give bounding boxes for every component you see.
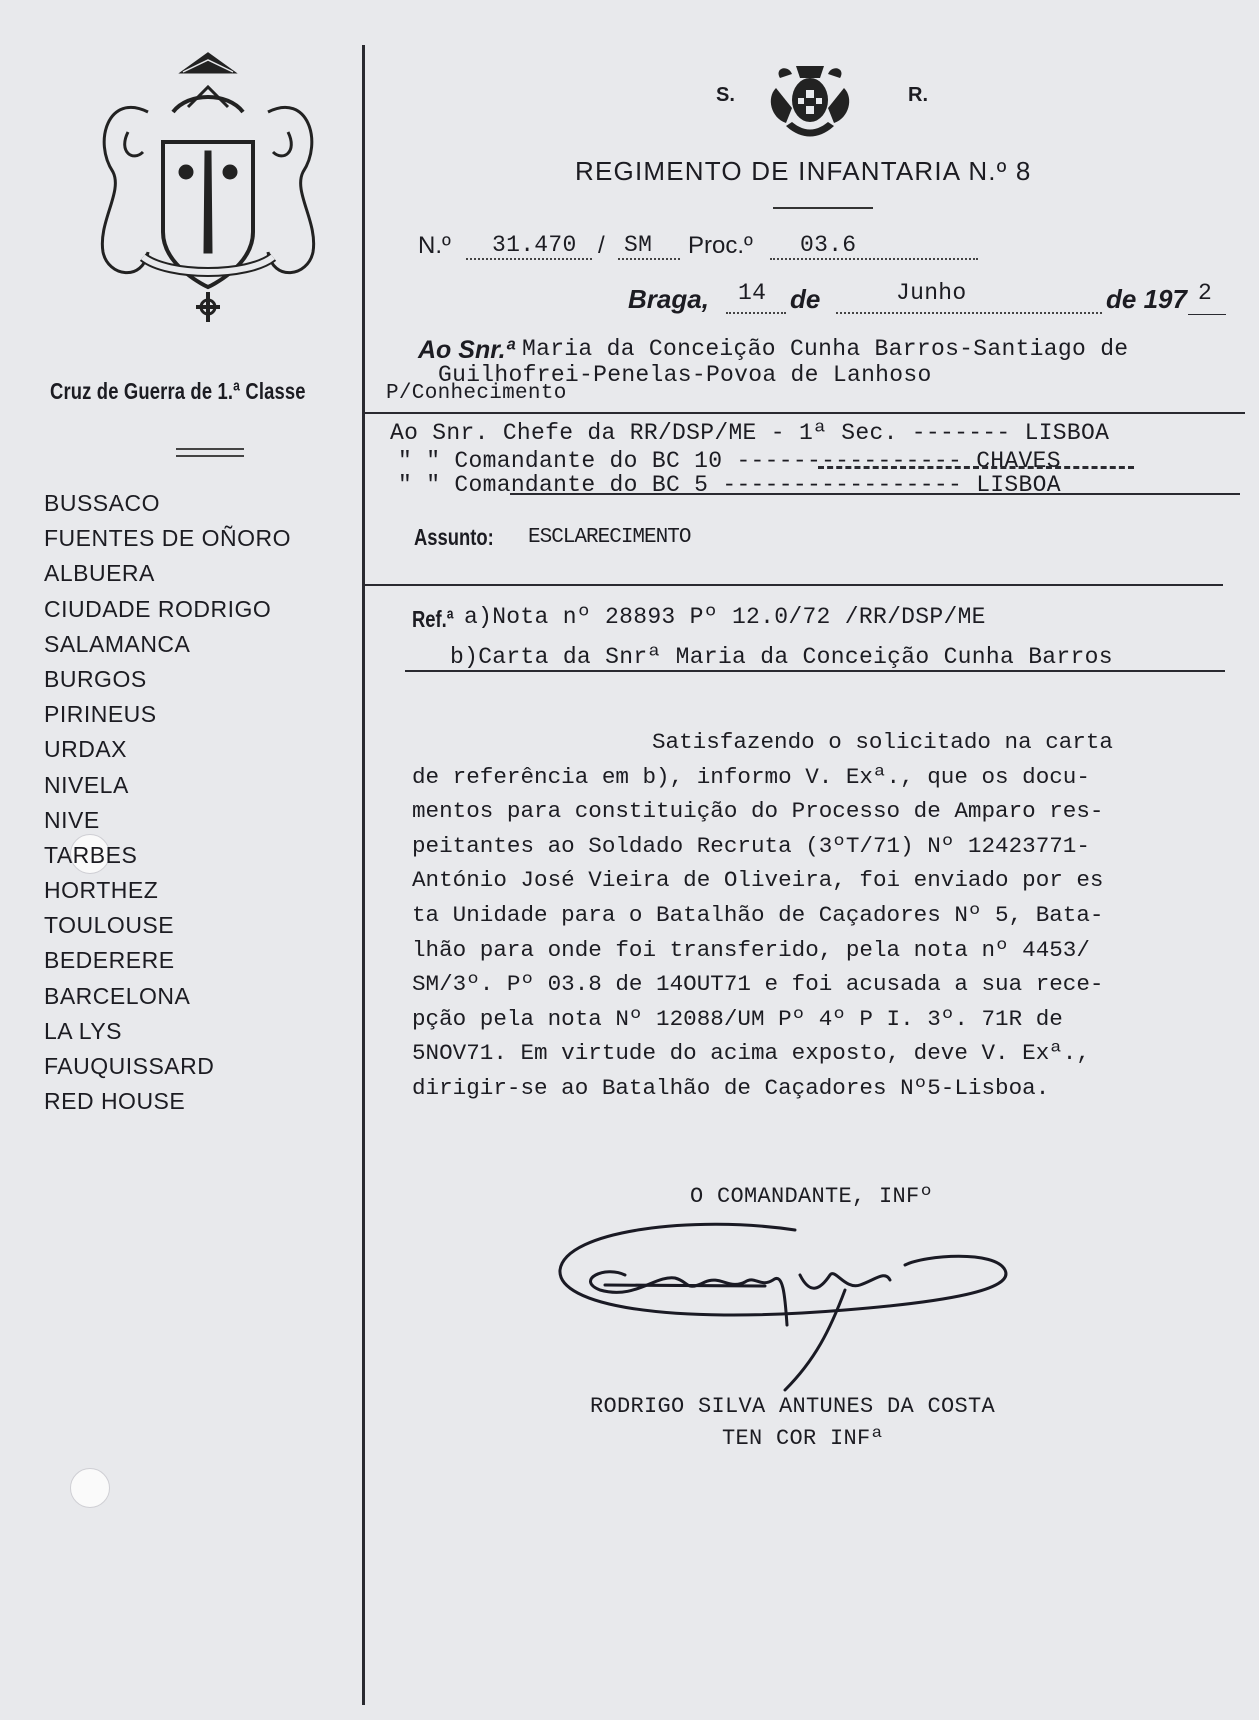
closing-role: O COMANDANTE, INFº bbox=[690, 1184, 934, 1209]
battle-item: BARCELONA bbox=[44, 982, 191, 1009]
body-line: lhão para onde foi transferido, pela nota nº 4453/ bbox=[412, 936, 1090, 963]
reference-label: Ref.ª bbox=[412, 606, 454, 632]
subject-label: Assunto: bbox=[414, 524, 494, 550]
strikethrough-line bbox=[818, 466, 1134, 469]
body-line: de referência em b), informo V. Exª., que os docu- bbox=[412, 763, 1090, 790]
coat-of-arms-icon bbox=[766, 58, 854, 143]
battle-item: BEDERERE bbox=[44, 947, 175, 974]
body-line: mentos para constituição do Processo de Amparo res- bbox=[412, 798, 1104, 825]
sidebar-double-rule-top bbox=[176, 448, 244, 450]
letterhead-separator bbox=[773, 207, 873, 209]
body-line: António José Vieira de Oliveira, foi enviado por es bbox=[412, 867, 1104, 894]
proc-label: Proc.º bbox=[688, 232, 753, 259]
body-line: peitantes ao Soldado Recruta (3ºT/71) Nº 12423771- bbox=[412, 832, 1090, 859]
body-line: dirigir-se ao Batalhão de Caçadores Nº5-Lisboa. bbox=[412, 1074, 1050, 1101]
battle-item: TOULOUSE bbox=[44, 912, 175, 939]
cc-label: P/Conhecimento bbox=[386, 382, 567, 405]
battle-item: PIRINEUS bbox=[44, 701, 157, 728]
signatory-rank: TEN COR INFª bbox=[722, 1426, 885, 1451]
date-year-digit: 2 bbox=[1198, 280, 1213, 306]
battle-item: RED HOUSE bbox=[44, 1088, 186, 1115]
proc-dotted-line bbox=[770, 258, 978, 260]
regiment-name: REGIMENTO DE INFANTARIA N.º 8 bbox=[575, 156, 1032, 186]
battle-item: ALBUERA bbox=[44, 560, 155, 587]
letterhead-left-mark: S. bbox=[716, 84, 735, 106]
sidebar-divider bbox=[362, 45, 365, 1705]
section-dotted-line bbox=[618, 258, 680, 260]
cc-line: Ao Snr. Chefe da RR/DSP/ME - 1ª Sec. ------- LISBOA bbox=[390, 420, 1110, 446]
year-underline bbox=[1188, 314, 1226, 315]
number-value: 31.470 bbox=[492, 232, 577, 258]
battle-item: SALAMANCA bbox=[44, 630, 191, 657]
reference-rule bbox=[405, 670, 1225, 672]
body-line: SM/3º. Pº 03.8 de 14OUT71 e foi acusada a sua rece- bbox=[412, 971, 1104, 998]
addressee-name: Maria da Conceição Cunha Barros-Santiago de bbox=[522, 336, 1129, 362]
section-value: SM bbox=[624, 232, 653, 258]
battle-honours-list bbox=[44, 490, 344, 1123]
battle-item: NIVE bbox=[44, 806, 100, 833]
cc-line: " " Comandante do BC 5 ----------------- LISBOA bbox=[398, 472, 1061, 498]
signatory-name: RODRIGO SILVA ANTUNES DA COSTA bbox=[590, 1394, 996, 1419]
punch-hole-bottom bbox=[70, 1468, 110, 1508]
addressee-label: Ao Snr.ª bbox=[418, 336, 515, 364]
battle-item: BUSSACO bbox=[44, 490, 160, 516]
battle-item: CIUDADE RODRIGO bbox=[44, 595, 272, 622]
date-month: Junho bbox=[896, 280, 967, 306]
day-dotted-line bbox=[726, 312, 786, 314]
date-de: de bbox=[790, 284, 821, 314]
letterhead-right-mark: R. bbox=[908, 84, 928, 106]
battle-item: URDAX bbox=[44, 736, 128, 763]
reference-a: a)Nota nº 28893 Pº 12.0/72 /RR/DSP/ME bbox=[464, 604, 986, 630]
cc-line: " " Comandante do BC 10 ---------------- CHAVES bbox=[398, 448, 1061, 474]
body-line: ta Unidade para o Batalhão de Caçadores Nº 5, Bata- bbox=[412, 901, 1104, 928]
sidebar-double-rule-bottom bbox=[176, 455, 244, 457]
regimental-crest-icon bbox=[88, 52, 328, 337]
battle-item: BURGOS bbox=[44, 665, 147, 692]
recipient-rule bbox=[365, 412, 1245, 414]
battle-item: FAUQUISSARD bbox=[44, 1053, 215, 1079]
month-dotted-line bbox=[836, 312, 1102, 314]
city-label: Braga, bbox=[628, 284, 709, 314]
battle-item: FUENTES DE OÑORO bbox=[44, 525, 291, 552]
battle-item: NIVELA bbox=[44, 771, 129, 798]
subject-value: ESCLARECIMENTO bbox=[528, 526, 691, 549]
date-year-label: de 197 bbox=[1106, 284, 1187, 314]
handwritten-signature-icon bbox=[545, 1220, 1025, 1410]
letter-body bbox=[412, 725, 1232, 1106]
battle-item: TARBES bbox=[44, 841, 138, 868]
strikethrough-line bbox=[510, 493, 1240, 495]
reference-b: b)Carta da Snrª Maria da Conceição Cunha Barros bbox=[450, 644, 1113, 670]
number-dotted-line bbox=[466, 258, 592, 260]
addressee-address: Guilhofrei-Penelas-Povoa de Lanhoso bbox=[438, 362, 932, 388]
body-line: 5NOV71. Em virtude do acima exposto, deve V. Exª., bbox=[412, 1040, 1090, 1067]
battle-item: LA LYS bbox=[44, 1017, 123, 1044]
body-line: pção pela nota Nº 12088/UM Pº 4º P I. 3º. 71R de bbox=[412, 1005, 1063, 1032]
number-label: N.º bbox=[418, 232, 451, 259]
battle-item: HORTHEZ bbox=[44, 877, 159, 904]
body-line: Satisfazendo o solicitado na carta bbox=[652, 729, 1113, 755]
sidebar-title: Cruz de Guerra de 1.ª Classe bbox=[50, 378, 306, 404]
number-separator: / bbox=[598, 232, 605, 259]
proc-value: 03.6 bbox=[800, 232, 857, 258]
date-day: 14 bbox=[738, 280, 767, 306]
subject-rule bbox=[365, 584, 1223, 586]
